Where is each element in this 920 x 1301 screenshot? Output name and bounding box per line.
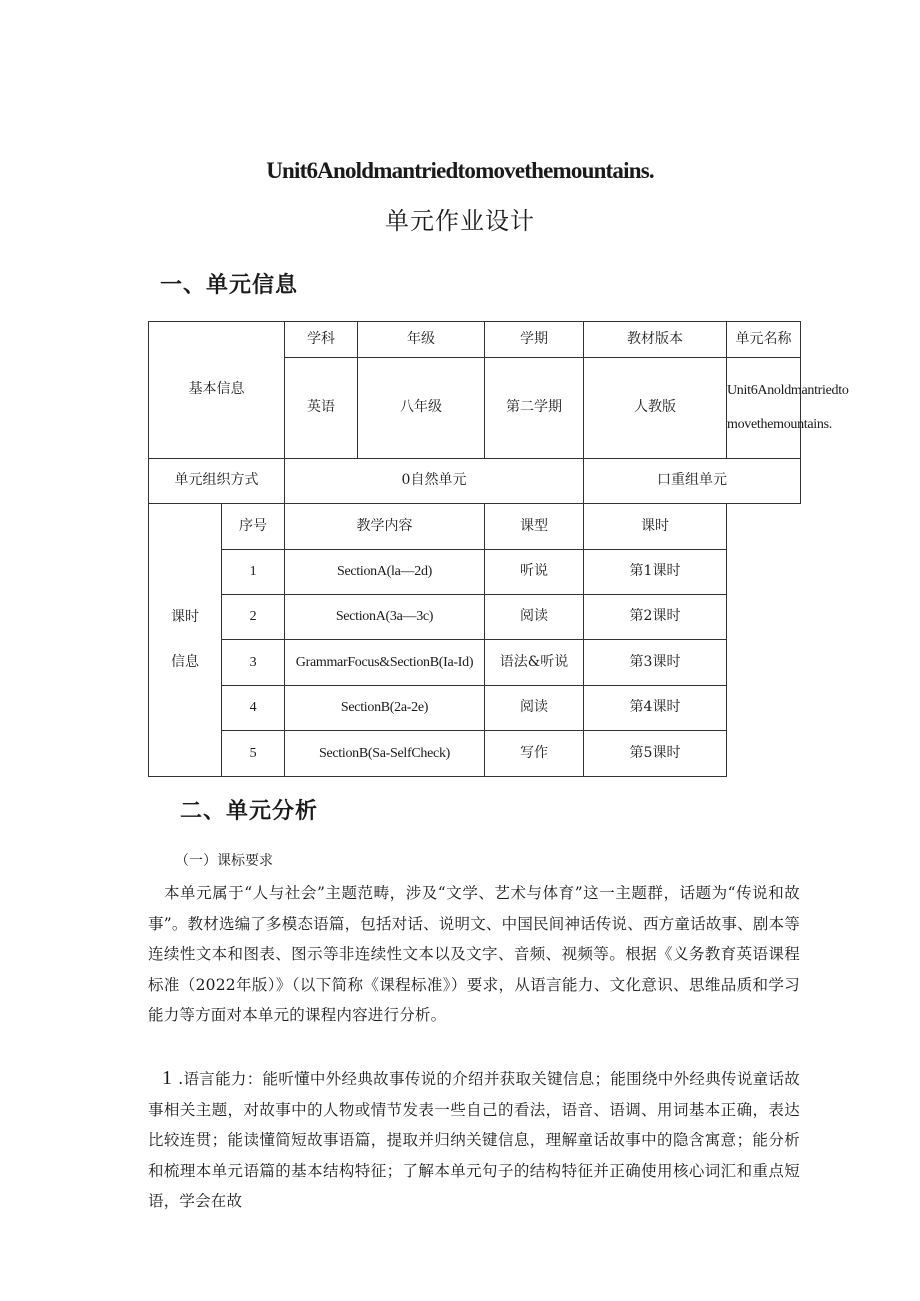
- header-subject: 学科: [285, 322, 358, 358]
- org-option-natural: 0自然单元: [285, 459, 584, 504]
- value-subject: 英语: [285, 358, 358, 459]
- header-edition: 教材版本: [584, 322, 727, 358]
- header-grade: 年级: [358, 322, 485, 358]
- value-unit-name: [727, 358, 849, 459]
- header-semester: 学期: [485, 322, 584, 358]
- document-title-english: Unit6Anoldmantriedtomovethemountains.: [266, 158, 654, 183]
- section-heading-unit-info: 一、单元信息: [160, 273, 299, 298]
- basic-info-label: 基本信息: [149, 322, 285, 459]
- lesson-label-line-1: 课时: [171, 609, 199, 625]
- paragraph-curriculum-requirements: 本单元属于“人与社会”主题范畴，涉及“文学、艺术与体育”这一主题群，话题为“传说和故事”。教材选编了多模态语篇，包括对话、说明文、中国民间神话传说、西方童话故事、剧本等连续性文本和图表、图示等非连续性文本以及文字、音频、视频等。根据《义务教育英语课程标准（2022年版）》（以下简称《课程标准》）要求，从语言能力、文化意识、思维品质和学习能力等方面对本单元的课程内容进行分析。: [148, 884, 800, 1024]
- lesson-no: 4: [222, 686, 285, 731]
- lesson-row: [149, 595, 801, 640]
- lesson-no: 3: [222, 640, 285, 686]
- org-option-regrouped-cell: 口重组单元: [584, 459, 801, 504]
- value-edition: 人教版: [584, 358, 727, 459]
- section-heading-unit-analysis: 二、单元分析: [180, 799, 319, 824]
- lesson-type: 听说: [485, 550, 584, 595]
- list-number: 1: [162, 1067, 173, 1089]
- subsection-heading-curriculum: （一）课标要求: [175, 853, 273, 869]
- lesson-no: 2: [222, 595, 285, 640]
- lesson-type: 阅读: [485, 686, 584, 731]
- basic-info-header-row: [149, 322, 801, 358]
- lesson-type: 写作: [485, 731, 584, 777]
- lesson-row: [149, 686, 801, 731]
- lesson-header-row: [149, 504, 801, 550]
- value-semester: 第二学期: [485, 358, 584, 459]
- lesson-header-content: 教学内容: [285, 504, 485, 550]
- unit-name-line-1: Unit6Anoldmantriedto: [727, 383, 849, 398]
- lesson-header-type: 课型: [485, 504, 584, 550]
- lesson-content: SectionB(2a-2e): [285, 686, 485, 731]
- org-label: 单元组织方式: [149, 459, 285, 504]
- lesson-content: GrammarFocus&SectionB(Ia-Id): [285, 640, 485, 686]
- paragraph-language-ability-text: .语言能力：能听懂中外经典故事传说的介绍并获取关键信息；能围绕中外经典传说童话故事相关主题，对故事中的人物或情节发表一些自己的看法，语音、语调、用词基本正确，表达比较连贯；能读懂简短故事语篇，提取并归纳关键信息，理解童话故事中的隐含寓意；能分析和梳理本单元语篇的基本结构特征；了解本单元句子的结构特征并正确使用核心词汇和重点短语，学会在故: [148, 1070, 800, 1210]
- lesson-content: SectionB(Sa-SelfCheck): [285, 731, 485, 777]
- lesson-period: 第5课时: [584, 731, 727, 777]
- lesson-row: [149, 640, 801, 686]
- document-title-chinese: 单元作业设计: [385, 207, 535, 235]
- paragraph-language-ability: [148, 1063, 800, 1217]
- lesson-period: 第4课时: [584, 686, 727, 731]
- lesson-row: [149, 550, 801, 595]
- lesson-no: 5: [222, 731, 285, 777]
- lesson-type: 阅读: [485, 595, 584, 640]
- lesson-header-no: 序号: [222, 504, 285, 550]
- lesson-content: SectionA(3a—3c): [285, 595, 485, 640]
- unit-name-line-2: movethemountains.: [727, 417, 832, 432]
- unit-info-table: [148, 321, 849, 777]
- lesson-content: SectionA(la—2d): [285, 550, 485, 595]
- org-row: [149, 459, 801, 504]
- lesson-period: 第3课时: [584, 640, 727, 686]
- value-grade: 八年级: [358, 358, 485, 459]
- lesson-period: 第2课时: [584, 595, 727, 640]
- lesson-type: 语法&听说: [485, 640, 584, 686]
- header-unit-name: 单元名称: [727, 322, 801, 358]
- lesson-header-period: 课时: [584, 504, 727, 550]
- lesson-period: 第1课时: [584, 550, 727, 595]
- lesson-info-label: [149, 504, 222, 777]
- lesson-row: [149, 731, 801, 777]
- lesson-label-line-2: 信息: [171, 654, 199, 670]
- lesson-no: 1: [222, 550, 285, 595]
